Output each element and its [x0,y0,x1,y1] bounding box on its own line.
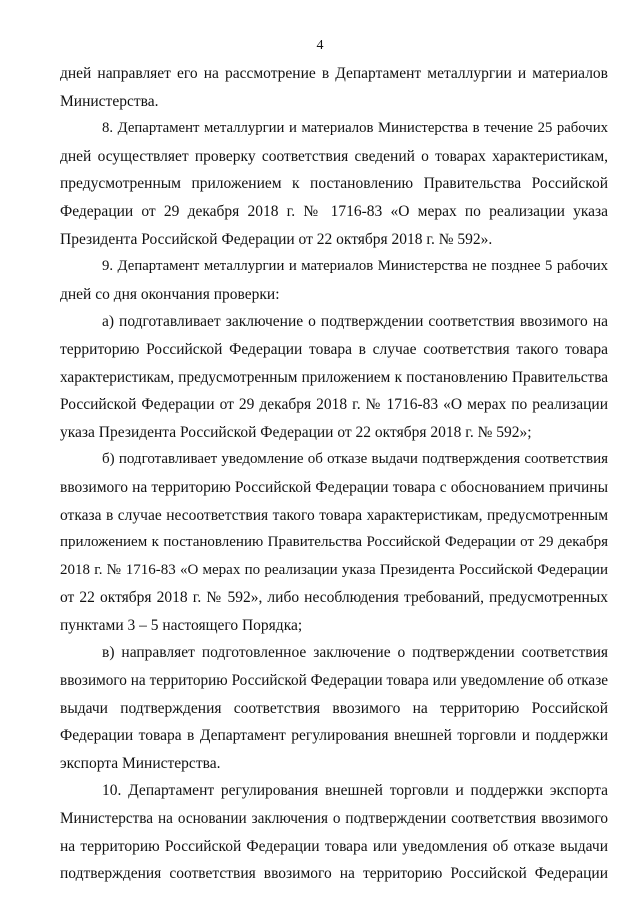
text-line: указа Президента Российской Федерации от 22 октября 2018 г. № 592»; [60,423,532,441]
text-line: приложением к постановлению Правительства Российской Федерации от 29 декабря [60,534,608,551]
document-body [60,60,608,888]
text-line: ввозимого на территорию Российской Федерации товара с обоснованием причины [60,478,608,496]
text-line: Министерства на основании заключения о подтверждении соответствия ввозимого [60,810,608,828]
page-number: 4 [316,38,324,53]
text-line: дней со дня окончания проверки: [60,285,280,303]
text-line: Президента Российской Федерации от 22 октября 2018 г. № 592». [60,230,493,248]
text-line: Министерства. [60,92,159,110]
text-line: Российской Федерации от 29 декабря 2018 г. № 1716-83 «О мерах по реализации [60,396,608,414]
text-line: б) подготавливает уведомление об отказе выдачи подтверждения соответствия [102,451,608,468]
text-line: дней осуществляет проверку соответствия сведений о товарах характеристикам, [60,147,608,165]
text-line: дней направляет его на рассмотрение в Департамент металлургии и материалов [60,65,608,82]
text-line: на территорию Российской Федерации товара или уведомления об отказе выдачи [60,837,608,855]
text-line: в) направляет подготовленное заключение о подтверждении соответствия [102,644,608,662]
text-line: предусмотренным приложением к постановлению Правительства Российской [60,175,608,193]
text-line: Федерации от 29 декабря 2018 г. № 1716-83 «О мерах по реализации указа [60,202,608,220]
text-line: а) подготавливает заключение о подтверждении соответствия ввозимого на [102,313,608,331]
text-line: от 22 октября 2018 г. № 592», либо несоблюдения требований, предусмотренных [60,589,608,607]
text-line: 9. Департамент металлургии и материалов Министерства не позднее 5 рабочих [102,258,608,275]
text-line: характеристикам, предусмотренным приложением к постановлению Правительства [60,368,608,386]
text-line: Федерации товара в Департамент регулирования внешней торговли и поддержки [60,727,608,745]
text-line: выдачи подтверждения соответствия ввозимого на территорию Российской [60,699,608,717]
text-line: 8. Департамент металлургии и материалов Министерства в течение 25 рабочих [102,120,608,137]
text-line: 10. Департамент регулирования внешней торговли и поддержки экспорта [102,782,608,800]
text-line: подтверждения соответствия ввозимого на территорию Российской Федерации [60,865,608,883]
text-line: экспорта Министерства. [60,754,221,772]
text-line: территорию Российской Федерации товара в случае соответствия такого товара [60,340,608,358]
text-line: ввозимого на территорию Российской Федерации товара или уведомление об отказе [60,672,608,690]
text-line: 2018 г. № 1716-83 «О мерах по реализации указа Президента Российской Федерации [60,561,608,578]
text-line: отказа в случае несоответствия такого товара характеристикам, предусмотренным [60,506,608,524]
text-line: пунктами 3 – 5 настоящего Порядка; [60,616,303,634]
